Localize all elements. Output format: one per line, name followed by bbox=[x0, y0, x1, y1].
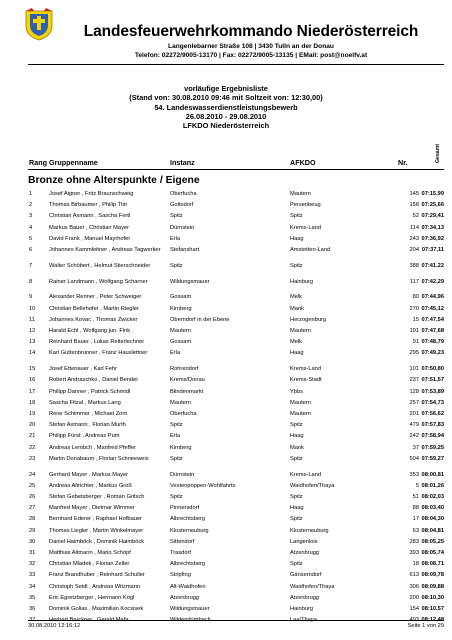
row-total-time: 08:02,03 bbox=[421, 494, 444, 500]
column-header-nr: Nr. bbox=[398, 158, 408, 167]
status-timestamp: (Stand von: 30.08.2010 09:46 mit Soltzeit von: 12:30,00) bbox=[129, 93, 323, 103]
row-instanz: Wildungsmauer bbox=[170, 278, 210, 285]
row-rang: 2 bbox=[29, 202, 33, 209]
competition-organizer: LFKDO Niederösterreich bbox=[182, 121, 270, 131]
row-nr: 91 bbox=[412, 339, 419, 346]
row-rang: 32 bbox=[29, 561, 36, 568]
row-group-name: Matthias Altmann , Mario Schöpf bbox=[49, 550, 131, 556]
row-total-time: 07:49,23 bbox=[421, 350, 444, 357]
row-group-name: Gerhard Mayer , Markus Mayer bbox=[49, 471, 129, 478]
row-instanz: Gossam bbox=[170, 339, 192, 346]
page-number: Seite 1 von 29 bbox=[407, 623, 444, 629]
row-instanz: Kirnberg bbox=[170, 444, 192, 451]
row-afkdo: Mank bbox=[290, 444, 304, 451]
row-nr: 243 bbox=[409, 235, 419, 242]
row-total-time: 08:10,57 bbox=[421, 606, 444, 612]
row-rang: 18 bbox=[29, 399, 36, 406]
row-group-name: Andreas Altrichter , Markus Groß bbox=[49, 482, 132, 489]
row-total-time: 07:47,68 bbox=[421, 328, 444, 334]
row-instanz: Mautern bbox=[170, 328, 191, 334]
row-nr: 504 bbox=[409, 455, 419, 462]
row-rang: 30 bbox=[29, 538, 36, 545]
row-nr: 158 bbox=[409, 202, 419, 209]
row-instanz: Blindenmarkt bbox=[170, 388, 204, 395]
row-instanz: Gottsdorf bbox=[170, 202, 194, 209]
row-afkdo: Haag bbox=[290, 433, 304, 440]
section-title: Bronze ohne Alterspunkte / Eigene bbox=[28, 175, 200, 186]
row-total-time: 07:29,41 bbox=[421, 213, 444, 220]
row-instanz: Albrechtsberg bbox=[170, 516, 206, 523]
row-rang: 14 bbox=[29, 350, 36, 357]
row-total-time: 07:41,22 bbox=[421, 262, 444, 269]
row-rang: 17 bbox=[29, 388, 36, 395]
row-nr: 237 bbox=[409, 377, 419, 384]
row-total-time: 07:42,29 bbox=[421, 278, 444, 285]
row-group-name: Stefan Axmann , Florian Murth bbox=[49, 422, 126, 429]
row-instanz: Rohrendorf bbox=[170, 366, 199, 373]
row-total-time: 07:59,27 bbox=[421, 455, 444, 462]
row-nr: 479 bbox=[409, 422, 419, 429]
row-rang: 25 bbox=[29, 482, 36, 489]
row-nr: 191 bbox=[409, 328, 419, 334]
row-rang: 8 bbox=[29, 278, 33, 285]
row-nr: 114 bbox=[409, 224, 419, 231]
row-group-name: Philipp Fürst , Andreas Pum bbox=[49, 433, 120, 440]
table-header-divider bbox=[28, 169, 444, 170]
row-rang: 23 bbox=[29, 455, 36, 462]
row-group-name: Josef Aigner , Fritz Braunschweig bbox=[49, 191, 134, 197]
row-nr: 353 bbox=[409, 471, 419, 478]
row-afkdo: Spitz bbox=[290, 455, 303, 462]
row-rang: 21 bbox=[29, 433, 36, 440]
row-group-name: Andreas Lembch , Manfred Pfeffer bbox=[49, 444, 136, 451]
row-afkdo: Atzenbrugg bbox=[290, 550, 320, 556]
row-group-name: Johannes Kammleitner , Andreas Tagwerker bbox=[49, 247, 161, 253]
row-total-time: 07:54,73 bbox=[421, 399, 444, 406]
row-afkdo: Atzenbrugg bbox=[290, 594, 320, 601]
row-group-name: Rainer Landmann , Wolfgang Scharner bbox=[49, 278, 148, 285]
row-afkdo: Spitz bbox=[290, 262, 303, 269]
row-afkdo: Melk bbox=[290, 339, 303, 346]
row-group-name: Reinhard Bauer , Lukas Reiterlechner bbox=[49, 339, 145, 346]
row-group-name: Christian Axmann , Sascha Fertl bbox=[49, 213, 131, 220]
row-afkdo: Melk bbox=[290, 294, 303, 301]
row-nr: 257 bbox=[409, 399, 419, 406]
table-row bbox=[0, 350, 452, 366]
row-instanz: Krems/Donau bbox=[170, 377, 205, 384]
row-nr: 493 bbox=[409, 617, 419, 624]
row-nr: 388 bbox=[409, 262, 419, 269]
row-afkdo: Laa/Thaya bbox=[290, 617, 317, 624]
row-afkdo: Klosterneuburg bbox=[290, 527, 329, 534]
row-afkdo: Krems-Land bbox=[290, 224, 321, 231]
row-rang: 22 bbox=[29, 444, 36, 451]
row-rang: 4 bbox=[29, 224, 33, 231]
row-nr: 88 bbox=[412, 505, 419, 512]
row-total-time: 07:51,57 bbox=[421, 377, 444, 384]
row-rang: 6 bbox=[29, 247, 33, 253]
column-header-instanz: Instanz bbox=[170, 158, 195, 167]
row-nr: 283 bbox=[409, 538, 419, 545]
row-instanz: Spitz bbox=[170, 494, 183, 500]
row-total-time: 07:44,96 bbox=[421, 294, 444, 301]
row-rang: 9 bbox=[29, 294, 33, 301]
row-instanz: Stripfing bbox=[170, 572, 191, 579]
row-rang: 27 bbox=[29, 505, 36, 512]
row-nr: 295 bbox=[409, 350, 419, 357]
row-instanz: Vestenpoppen-Wohlfahrts bbox=[170, 482, 236, 489]
row-afkdo: Haag bbox=[290, 235, 304, 242]
row-total-time: 07:45,12 bbox=[421, 305, 444, 312]
table-row bbox=[0, 263, 452, 279]
row-rang: 33 bbox=[29, 572, 36, 579]
row-total-time: 08:09,78 bbox=[421, 572, 444, 579]
footer-divider bbox=[28, 620, 444, 621]
row-total-time: 08:03,40 bbox=[421, 505, 444, 512]
organization-title: Landesfeuerwehrkommando Niederösterreich bbox=[83, 23, 419, 40]
row-nr: 613 bbox=[409, 572, 419, 579]
row-total-time: 08:05,74 bbox=[421, 550, 444, 556]
row-rang: 35 bbox=[29, 594, 36, 601]
row-group-name: Christoph Seidl , Andreas Witzmann bbox=[49, 583, 141, 590]
row-afkdo: Hainburg bbox=[290, 278, 314, 285]
row-nr: 18 bbox=[412, 561, 419, 568]
row-group-name: Alexander Renner , Peter Schweiger bbox=[49, 294, 142, 301]
row-instanz: Kirnberg bbox=[170, 305, 192, 312]
competition-name: 54. Landeswasserdienstleistungsbewerb bbox=[154, 102, 298, 112]
column-header-gesamt: Gesamt bbox=[435, 143, 441, 163]
row-instanz: Erla bbox=[170, 433, 181, 440]
row-group-name: Robert Andraschko , Daniel Bender bbox=[49, 377, 139, 384]
row-group-name: Martin Donabaum , Florian Schneeweis bbox=[49, 455, 149, 462]
row-instanz: Spitz bbox=[170, 422, 183, 429]
row-instanz: Atzenbrugg bbox=[170, 594, 200, 601]
row-rang: 1 bbox=[29, 191, 33, 197]
column-header-afkdo: AFKDO bbox=[290, 158, 316, 167]
row-nr: 37 bbox=[412, 444, 419, 451]
row-nr: 154 bbox=[409, 606, 419, 612]
row-afkdo: Mautern bbox=[290, 411, 311, 417]
row-group-name: Thomas Liegler , Martin Winkelmayer bbox=[49, 527, 144, 534]
row-afkdo: Krems-Stadt bbox=[290, 377, 322, 384]
row-group-name: Harald Echl , Wolfgang jun. Fink bbox=[49, 328, 131, 334]
row-afkdo: Mank bbox=[290, 305, 304, 312]
row-instanz: Spitz bbox=[170, 455, 183, 462]
row-nr: 242 bbox=[409, 433, 419, 440]
row-nr: 128 bbox=[409, 388, 419, 395]
row-instanz: Pinnersdorf bbox=[170, 505, 200, 512]
row-rang: 11 bbox=[29, 316, 35, 323]
row-rang: 5 bbox=[29, 235, 33, 242]
row-total-time: 08:00,81 bbox=[421, 471, 444, 478]
row-nr: 145 bbox=[409, 191, 419, 197]
row-nr: 393 bbox=[409, 550, 419, 556]
row-instanz: Mautern bbox=[170, 399, 191, 406]
row-rang: 29 bbox=[29, 527, 36, 534]
row-group-name: David Frank , Manuel Mayrhofer bbox=[49, 235, 131, 242]
fire-brigade-logo bbox=[22, 8, 56, 42]
row-nr: 63 bbox=[412, 527, 419, 534]
row-group-name: Markus Bauer , Christian Mayer bbox=[49, 224, 129, 231]
row-group-name: Bernhard Ederer , Raphael Hofbauer bbox=[49, 516, 142, 523]
row-nr: 15 bbox=[412, 316, 419, 323]
row-nr: 80 bbox=[412, 294, 419, 301]
row-total-time: 08:04,81 bbox=[421, 527, 444, 534]
row-total-time: 07:53,89 bbox=[421, 388, 444, 395]
row-group-name: Manfred Mayer , Dietmar Wimmer bbox=[49, 505, 135, 512]
row-group-name: Karl Guttenbrunner , Franz Hauslettner bbox=[49, 350, 148, 357]
row-afkdo: Amstetten-Land bbox=[290, 247, 331, 253]
row-group-name: Christian Mladek , Florian Zeller bbox=[49, 561, 130, 568]
row-instanz: Dürnstein bbox=[170, 471, 195, 478]
row-afkdo: Langenlois bbox=[290, 538, 318, 545]
row-instanz: Stefanshart bbox=[170, 247, 200, 253]
row-group-name: Johannes Kovac , Thomas Zwicker bbox=[49, 316, 138, 323]
row-total-time: 07:36,92 bbox=[421, 235, 444, 242]
row-instanz: Oberfucha bbox=[170, 191, 197, 197]
row-instanz: Dürnstein bbox=[170, 224, 195, 231]
row-instanz: Erla bbox=[170, 235, 181, 242]
row-rang: 19 bbox=[29, 411, 36, 417]
row-total-time: 07:58,94 bbox=[421, 433, 444, 440]
row-rang: 31 bbox=[29, 550, 36, 556]
row-afkdo: Mautern bbox=[290, 399, 311, 406]
row-afkdo: Spitz bbox=[290, 494, 303, 500]
row-total-time: 07:37,11 bbox=[421, 247, 444, 253]
row-total-time: 08:04,30 bbox=[421, 516, 444, 523]
row-rang: 16 bbox=[29, 377, 36, 384]
row-total-time: 08:12,48 bbox=[421, 617, 444, 624]
row-group-name: Thomas Birbaumer , Philip Thir bbox=[49, 202, 128, 209]
row-group-name: Sascha Fitzal , Markus Lang bbox=[49, 399, 121, 406]
row-afkdo: Herzogenburg bbox=[290, 316, 327, 323]
row-rang: 28 bbox=[29, 516, 36, 523]
row-rang: 36 bbox=[29, 606, 36, 612]
competition-info bbox=[0, 84, 452, 130]
row-nr: 5 bbox=[415, 482, 419, 489]
table-row bbox=[0, 247, 452, 263]
row-nr: 52 bbox=[412, 213, 419, 220]
row-group-name: Eric Egretzberger , Hermann Kögl bbox=[49, 594, 135, 601]
row-total-time: 07:25,66 bbox=[421, 202, 444, 209]
row-instanz: Trasdorf bbox=[170, 550, 191, 556]
row-nr: 117 bbox=[409, 278, 419, 285]
row-afkdo: Waidhofen/Thaya bbox=[290, 583, 335, 590]
row-instanz: Albrechtsberg bbox=[170, 561, 206, 568]
column-header-gruppe: Gruppenname bbox=[49, 158, 98, 167]
table-row bbox=[0, 456, 452, 472]
row-rang: 10 bbox=[29, 305, 36, 312]
row-rang: 3 bbox=[29, 213, 33, 220]
row-total-time: 08:09,88 bbox=[421, 583, 444, 590]
row-nr: 270 bbox=[409, 305, 419, 312]
row-instanz: Erla bbox=[170, 350, 181, 357]
row-instanz: Oberfucha bbox=[170, 411, 197, 417]
row-group-name: Dominik Golias , Maximilian Kocsisek bbox=[49, 606, 144, 612]
row-nr: 101 bbox=[409, 366, 419, 373]
row-rang: 24 bbox=[29, 471, 36, 478]
row-nr: 204 bbox=[409, 247, 419, 253]
row-afkdo: Spitz bbox=[290, 516, 303, 523]
row-total-time: 08:05,25 bbox=[421, 538, 444, 545]
organization-contact: Telefon: 02272/9005-13170 | Fax: 02272/9005-13135 | EMail: post@noelfv.at bbox=[134, 52, 368, 59]
column-header-rang: Rang bbox=[29, 158, 47, 167]
row-instanz: Spitz bbox=[170, 262, 183, 269]
row-group-name: Josef Ettenauer , Karl Fehr bbox=[49, 366, 117, 373]
organization-address: Langenlebarner Straße 108 | 3430 Tulln an der Donau bbox=[168, 43, 334, 50]
row-rang: 37 bbox=[29, 617, 36, 624]
row-total-time: 07:57,83 bbox=[421, 422, 444, 429]
row-total-time: 07:59,25 bbox=[421, 444, 444, 451]
row-total-time: 07:47,54 bbox=[421, 316, 444, 323]
row-total-time: 08:10,30 bbox=[421, 594, 444, 601]
row-group-name: Christian Bellehofer , Martin Riegler bbox=[49, 305, 139, 312]
table-row bbox=[0, 279, 452, 295]
row-rang: 13 bbox=[29, 339, 36, 346]
row-nr: 200 bbox=[409, 594, 419, 601]
row-rang: 34 bbox=[29, 583, 36, 590]
row-instanz: Wildungsmauer bbox=[170, 606, 210, 612]
row-total-time: 07:56,62 bbox=[421, 411, 444, 417]
row-afkdo: Spitz bbox=[290, 561, 303, 568]
row-instanz: Oberndorf in der Ebene bbox=[170, 316, 230, 323]
row-nr: 201 bbox=[409, 411, 419, 417]
row-nr: 306 bbox=[409, 583, 419, 590]
row-afkdo: Krems-Land bbox=[290, 471, 321, 478]
result-status: vorläufige Ergebnisliste bbox=[184, 84, 268, 93]
row-group-name: Daniel Haimböck , Dominik Haimböck bbox=[49, 538, 145, 545]
row-total-time: 07:15,99 bbox=[421, 191, 444, 197]
row-rang: 26 bbox=[29, 494, 36, 500]
row-group-name: Herbert Bruckner , Gerald Mahr bbox=[49, 617, 129, 624]
row-afkdo: Persenbeug bbox=[290, 202, 321, 209]
row-instanz: Wildendümbach bbox=[170, 617, 211, 624]
row-afkdo: Spitz bbox=[290, 213, 303, 220]
row-instanz: Alt-Waidhofen bbox=[170, 583, 206, 590]
row-instanz: Klosterneuburg bbox=[170, 527, 209, 534]
row-group-name: Franz Brandhuber , Reinhard Schuller bbox=[49, 572, 145, 579]
row-afkdo: Ybbs bbox=[290, 388, 303, 395]
row-total-time: 07:50,80 bbox=[421, 366, 444, 373]
row-total-time: 08:01,26 bbox=[421, 482, 444, 489]
row-rang: 15 bbox=[29, 366, 36, 373]
row-rang: 20 bbox=[29, 422, 36, 429]
row-rang: 7 bbox=[29, 262, 33, 269]
row-total-time: 08:08,71 bbox=[421, 561, 444, 568]
row-afkdo: Haag bbox=[290, 350, 304, 357]
row-instanz: Gossam bbox=[170, 294, 192, 301]
header-divider bbox=[28, 64, 444, 65]
row-afkdo: Mautern bbox=[290, 191, 311, 197]
row-group-name: Walter Schöbert , Helmut Stierschneider bbox=[49, 262, 151, 269]
row-afkdo: Gänserndorf bbox=[290, 572, 322, 579]
row-nr: 51 bbox=[412, 494, 419, 500]
row-afkdo: Spitz bbox=[290, 422, 303, 429]
row-group-name: Stefan Gebetsberger , Roman Gritsch bbox=[49, 494, 145, 500]
row-afkdo: Hainburg bbox=[290, 606, 314, 612]
row-nr: 17 bbox=[412, 516, 419, 523]
row-instanz: Spitz bbox=[170, 213, 183, 220]
row-rang: 12 bbox=[29, 328, 36, 334]
row-instanz: Sittendorf bbox=[170, 538, 195, 545]
row-total-time: 07:48,79 bbox=[421, 339, 444, 346]
row-afkdo: Mautern bbox=[290, 328, 311, 334]
row-total-time: 07:34,13 bbox=[421, 224, 444, 231]
row-afkdo: Waidhofen/Thaya bbox=[290, 482, 335, 489]
row-group-name: Philipp Danner , Patrick Schmidl bbox=[49, 388, 131, 395]
competition-dates: 26.08.2010 - 29.08.2010 bbox=[185, 111, 267, 121]
row-afkdo: Haag bbox=[290, 505, 304, 512]
row-group-name: Rene Schimmer , Michael Zorn bbox=[49, 411, 128, 417]
row-afkdo: Krems-Land bbox=[290, 366, 321, 373]
print-timestamp: 30.08.2010 12:16:12 bbox=[28, 623, 81, 629]
